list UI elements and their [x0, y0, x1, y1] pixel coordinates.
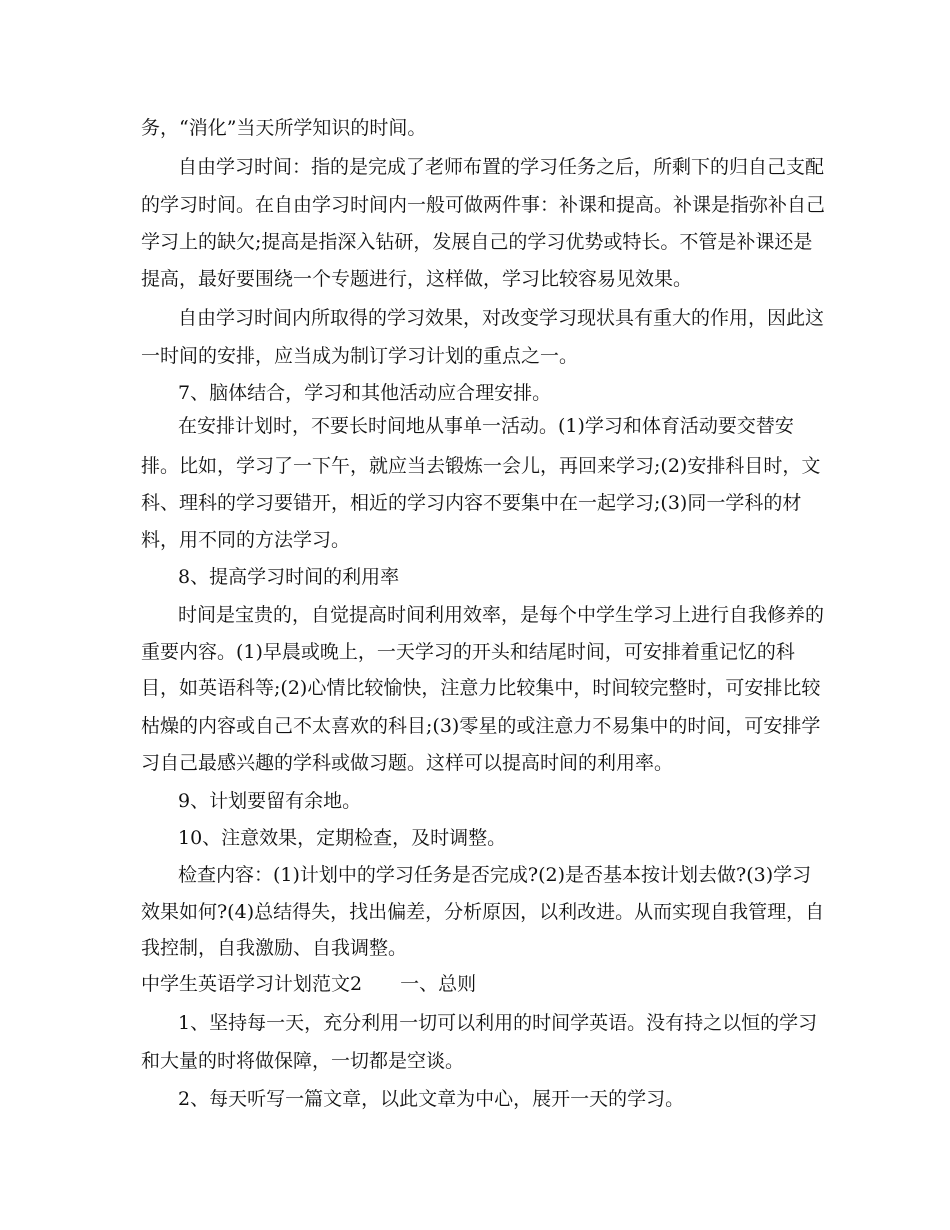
- section-heading-10: 10、注意效果，定期检查，及时调整。: [178, 827, 507, 849]
- paragraph-line-7: 一时间的安排，应当成为制订学习计划的重点之一。: [141, 345, 579, 367]
- paragraph-line-26: 和大量的时将做保障，一切都是空谈。: [141, 1050, 465, 1072]
- section-heading-7: 7、脑体结合，学习和其他活动应合理安排。: [178, 382, 552, 404]
- paragraph-line-23: 我控制，自我激励、自我调整。: [141, 937, 408, 959]
- paragraph-line-1: 务，“消化”当天所学知识的时间。: [141, 117, 427, 139]
- paragraph-line-18: 习自己最感兴趣的学科或做习题。这样可以提高时间的利用率。: [141, 752, 674, 774]
- document-title-2: 中学生英语学习计划范文2 一、总则: [141, 973, 477, 995]
- paragraph-line-4: 学习上的缺欠;提高是指深入钻研，发展自己的学习优势或特长。不管是补课还是: [141, 231, 813, 253]
- paragraph-line-11: 科、理科的学习要错开，相近的学习内容不要集中在一起学习;(3)同一学科的材: [141, 492, 802, 514]
- paragraph-line-22: 效果如何?(4)总结得失，找出偏差，分析原因，以利改进。从而实现自我管理，自: [141, 901, 825, 923]
- paragraph-line-25: 1、坚持每一天，充分利用一切可以利用的时间学英语。没有持之以恒的学习: [178, 1012, 818, 1034]
- paragraph-line-17: 枯燥的内容或自己不太喜欢的科目;(3)零星的或注意力不易集中的时间，可安排学: [141, 715, 821, 737]
- paragraph-line-14: 时间是宝贵的，自觉提高时间利用效率，是每个中学生学习上进行自我修养的: [178, 604, 825, 626]
- paragraph-line-3: 的学习时间。在自由学习时间内一般可做两件事：补课和提高。补课是指弥补自己: [141, 194, 826, 216]
- paragraph-line-21: 检查内容：(1)计划中的学习任务是否完成?(2)是否基本按计划去做?(3)学习: [178, 864, 812, 886]
- paragraph-line-9: 在安排计划时，不要长时间地从事单一活动。(1)学习和体育活动要交替安: [178, 415, 794, 437]
- paragraph-line-6: 自由学习时间内所取得的学习效果，对改变学习现状具有重大的作用，因此这: [178, 307, 825, 329]
- paragraph-line-10: 排。比如，学习了一下午，就应当去锻炼一会儿，再回来学习;(2)安排科目时，文: [141, 455, 821, 477]
- paragraph-line-27: 2、每天听写一篇文章，以此文章为中心，展开一天的学习。: [178, 1088, 685, 1110]
- paragraph-line-5: 提高，最好要围绕一个专题进行，这样做，学习比较容易见效果。: [141, 268, 693, 290]
- paragraph-line-16: 目，如英语科等;(2)心情比较愉快，注意力比较集中，时间较完整时，可安排比较: [141, 677, 821, 699]
- paragraph-line-15: 重要内容。(1)早晨或晚上，一天学习的开头和结尾时间，可安排着重记忆的科: [141, 641, 795, 663]
- section-heading-9: 9、计划要留有余地。: [178, 790, 362, 812]
- paragraph-line-2: 自由学习时间：指的是完成了老师布置的学习任务之后，所剩下的归自己支配: [178, 156, 825, 178]
- paragraph-line-12: 料，用不同的方法学习。: [141, 529, 351, 551]
- section-heading-8: 8、提高学习时间的利用率: [178, 566, 400, 588]
